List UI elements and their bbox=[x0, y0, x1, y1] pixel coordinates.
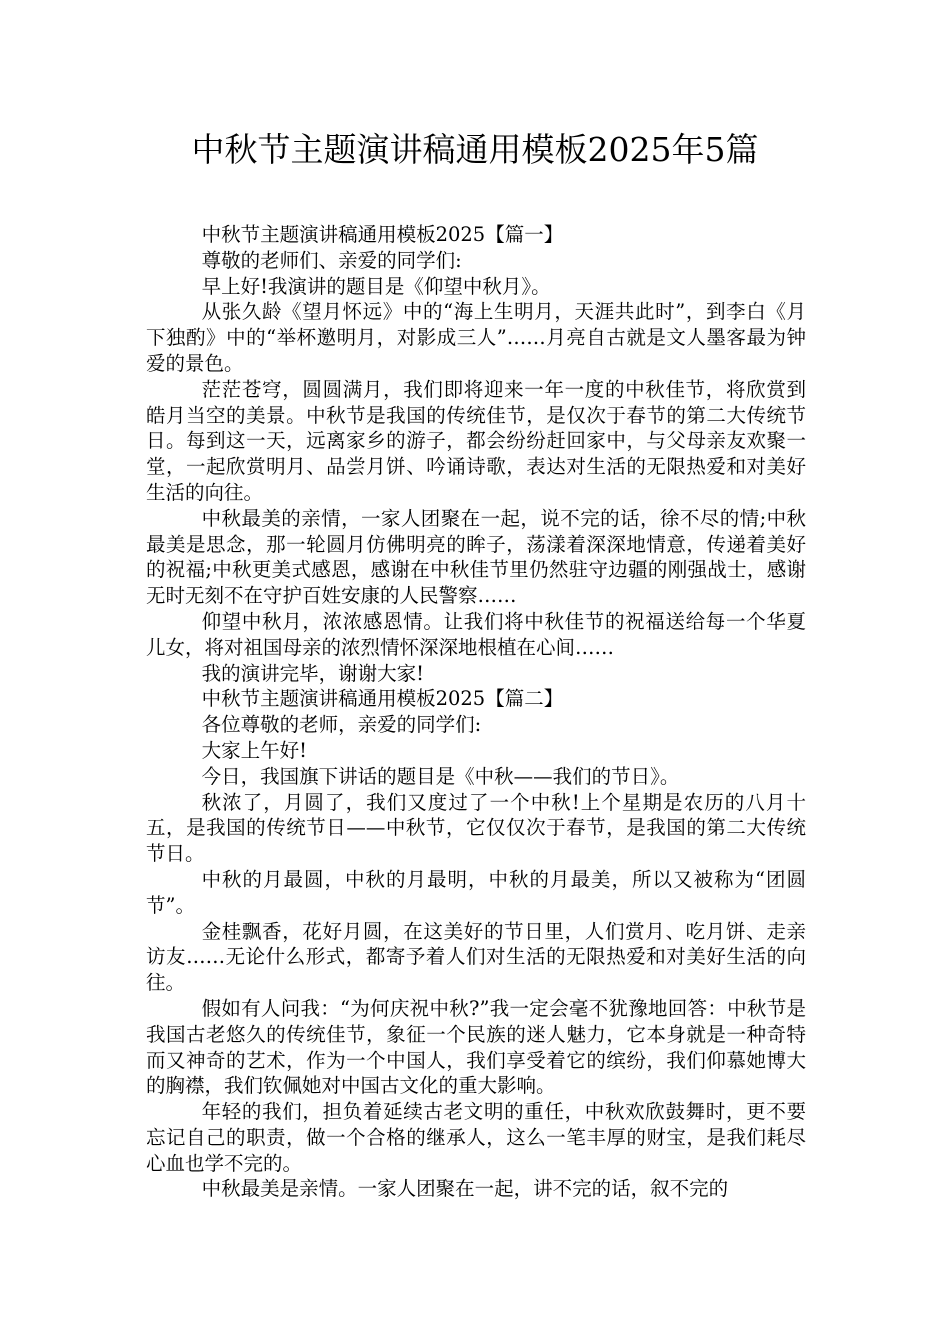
paragraph: 秋浓了，月圆了，我们又度过了一个中秋!上个星期是农历的八月十五，是我国的传统节日——中秋节，它仅仅次于春节，是我国的第二大传统节日。 bbox=[146, 790, 806, 866]
paragraph: 仰望中秋月，浓浓感恩情。让我们将中秋佳节的祝福送给每一个华夏儿女，将对祖国母亲的浓烈情怀深深地根植在心间…… bbox=[146, 609, 806, 659]
paragraph: 各位尊敬的老师，亲爱的同学们: bbox=[201, 713, 482, 737]
paragraph: 今日，我国旗下讲话的题目是《中秋——我们的节日》。 bbox=[201, 764, 680, 788]
paragraph: 中秋最美是亲情。一家人团聚在一起，讲不完的话，叙不完的 bbox=[201, 1177, 729, 1201]
paragraph: 从张久龄《望月怀远》中的“海上生明月，天涯共此时”，到李白《月下独酌》中的“举杯邀明月，对影成三人”……月亮自古就是文人墨客最为钟爱的景色。 bbox=[146, 300, 806, 375]
paragraph: 早上好!我演讲的题目是《仰望中秋月》。 bbox=[201, 274, 551, 298]
paragraph: 我的演讲完毕，谢谢大家! bbox=[201, 661, 424, 685]
paragraph: 年轻的我们，担负着延续古老文明的重任，中秋欢欣鼓舞时，更不要忘记自己的职责，做一个合格的继承人，这么一笔丰厚的财宝，是我们耗尽心血也学不完的。 bbox=[146, 1100, 806, 1175]
paragraph: 中秋节主题演讲稿通用模板2025【篇一】 bbox=[201, 223, 564, 246]
document-body bbox=[146, 222, 806, 1202]
paragraph: 中秋节主题演讲稿通用模板2025【篇二】 bbox=[201, 687, 564, 711]
paragraph: 尊敬的老师们、亲爱的同学们: bbox=[201, 248, 462, 272]
paragraph: 大家上午好! bbox=[201, 738, 307, 762]
paragraph: 茫茫苍穹，圆圆满月，我们即将迎来一年一度的中秋佳节，将欣赏到皓月当空的美景。中秋节是我国的传统佳节，是仅次于春节的第二大传统节日。每到这一天，远离家乡的游子，都会纷纷赶回家中，与父母亲友欢聚一堂，一起欣赏明月、品尝月饼、吟诵诗歌，表达对生活的无限热爱和对美好生活的向往。 bbox=[146, 377, 806, 504]
document-title: 中秋节主题演讲稿通用模板2025年5篇 bbox=[191, 130, 759, 169]
paragraph: 中秋最美的亲情，一家人团聚在一起，说不完的话，徐不尽的情;中秋最美是思念，那一轮圆月仿佛明亮的眸子，荡漾着深深地情意，传递着美好的祝福;中秋更美式感恩，感谢在中秋佳节里仍然驻守边疆的刚强战士，感谢无时无刻不在守护百姓安康的人民警察…… bbox=[146, 506, 806, 608]
paragraph: 金桂飘香，花好月圆，在这美好的节日里，人们赏月、吃月饼、走亲访友……无论什么形式，都寄予着人们对生活的无限热爱和对美好生活的向往。 bbox=[146, 919, 806, 995]
paragraph: 假如有人问我：“为何庆祝中秋?”我一定会毫不犹豫地回答：中秋节是我国古老悠久的传统佳节，象征一个民族的迷人魅力，它本身就是一种奇特而又神奇的艺术，作为一个中国人，我们享受着它的缤纷，我们仰慕她博大的胸襟，我们钦佩她对中国古文化的重大影响。 bbox=[146, 996, 806, 1098]
paragraph: 中秋的月最圆，中秋的月最明，中秋的月最美，所以又被称为“团圆节”。 bbox=[146, 867, 806, 917]
